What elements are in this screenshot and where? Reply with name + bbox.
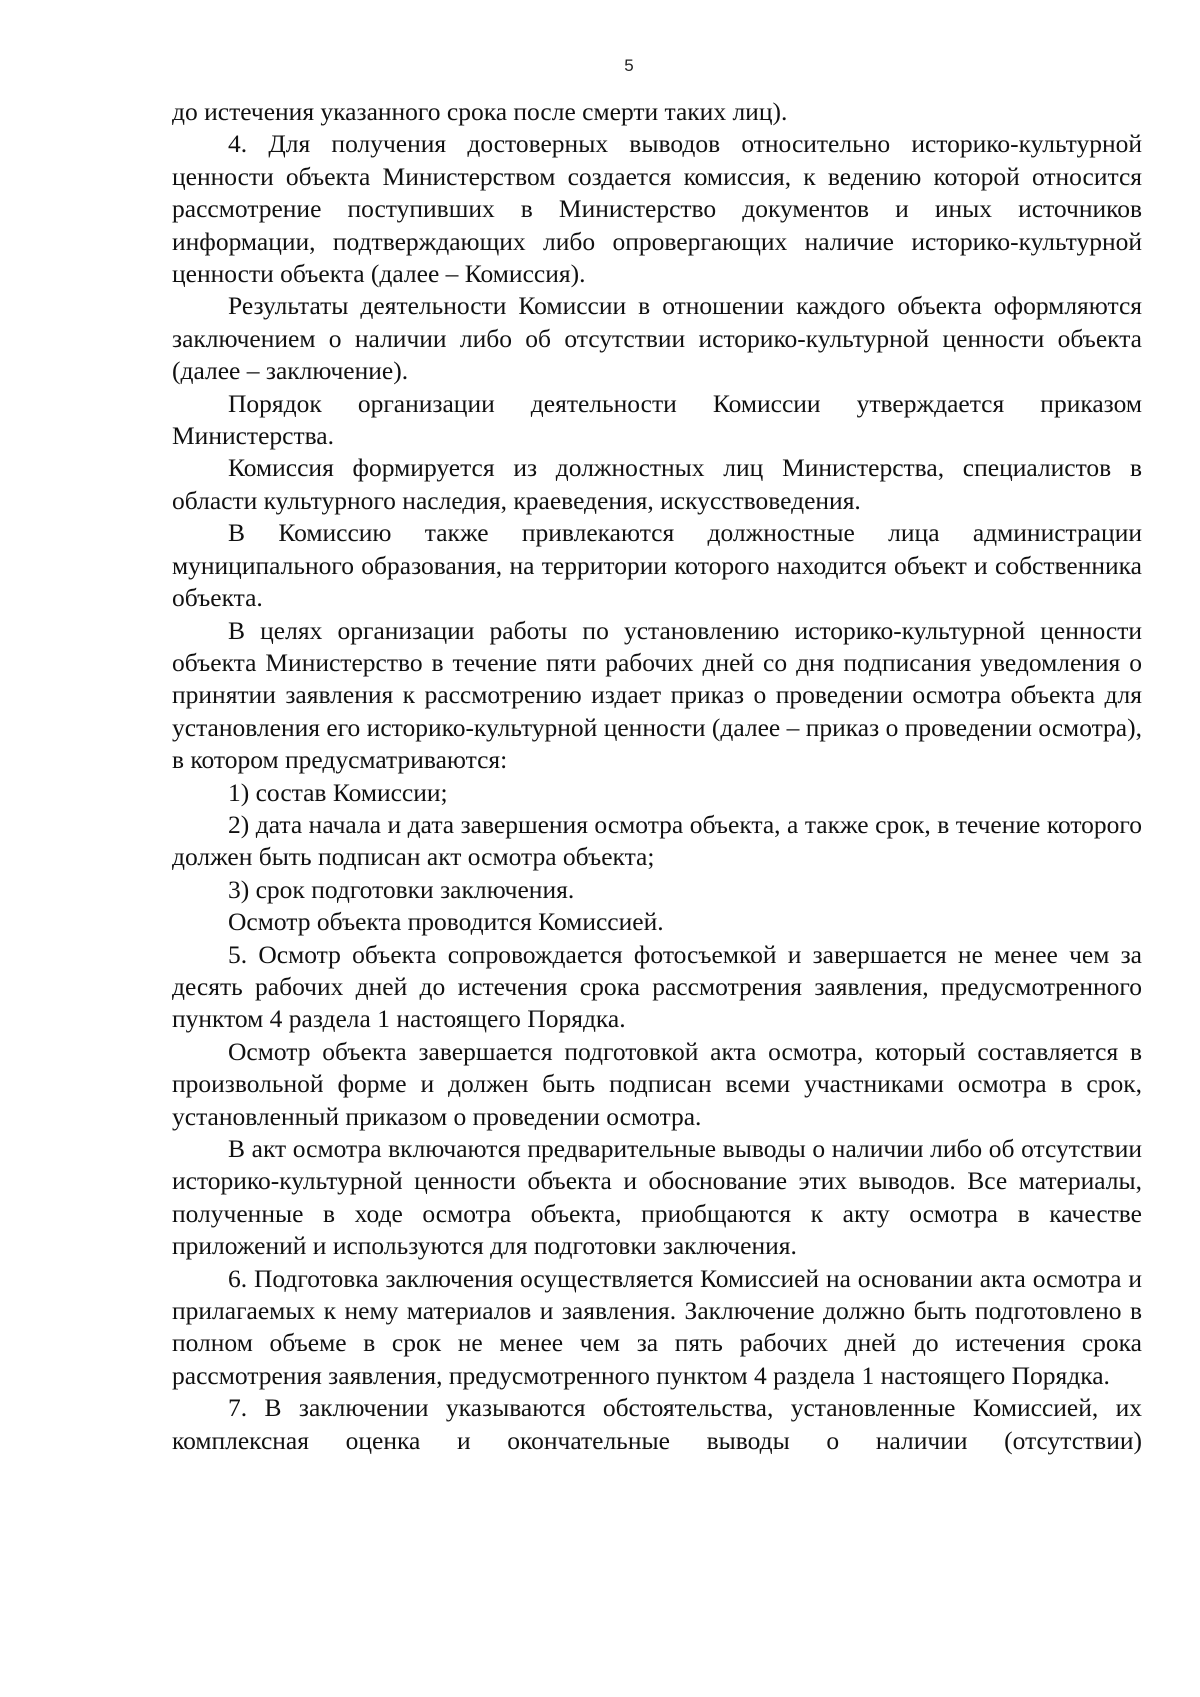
paragraph: В акт осмотра включаются предварительные выводы о наличии либо об отсутствии историко-культурной ценности объекта и обоснование этих выводов. Все материалы, полученные в ходе осмотра объекта, приобщаются к акту осмотра в качестве приложений и используются для подготовки заключения. (172, 1134, 1142, 1261)
paragraph: 2) дата начала и дата завершения осмотра объекта, а также срок, в течение которого должен быть подписан акт осмотра объекта; (172, 809, 1142, 872)
paragraph: В Комиссию также привлекаются должностные лица администрации муниципального образования, на территории которого находится объект и собственника объекта. (172, 518, 1142, 613)
paragraph: 3) срок подготовки заключения. (228, 874, 575, 904)
paragraph: В целях организации работы по установлению историко-культурной ценности объекта Министерство в течение пяти рабочих дней со дня подписания уведомления о принятии заявления к рассмотрению издает приказ о проведении осмотра объекта для установления его историко-культурной ценности (далее – приказ о проведении осмотра), в котором предусматриваются: (172, 615, 1142, 775)
paragraph: 1) состав Комиссии; (228, 777, 448, 807)
paragraph: Осмотр объекта проводится Комиссией. (228, 907, 664, 937)
paragraph: Порядок организации деятельности Комиссии утверждается приказом Министерства. (172, 388, 1142, 451)
paragraph: Комиссия формируется из должностных лиц Министерства, специалистов в области культурного наследия, краеведения, искусствоведения. (172, 453, 1142, 515)
paragraph: до истечения указанного срока после смерти таких лиц). (172, 97, 788, 126)
page-number: 5 (624, 56, 634, 75)
paragraph: 5. Осмотр объекта сопровождается фотосъемкой и завершается не менее чем за десять рабочих дней до истечения срока рассмотрения заявления, предусмотренного пунктом 4 раздела 1 настоящего Порядка. (172, 939, 1142, 1034)
paragraph: 7. В заключении указываются обстоятельства, установленные Комиссией, их комплексная оценка и окончательные выводы о наличии (отсутствии) (172, 1393, 1142, 1455)
paragraph: 6. Подготовка заключения осуществляется Комиссией на основании акта осмотра и прилагаемых к нему материалов и заявления. Заключение должно быть подготовлено в полном объеме в срок не менее чем за пять рабочих дней до истечения срока рассмотрения заявления, предусмотренного пунктом 4 раздела 1 настоящего Порядка. (172, 1263, 1142, 1390)
paragraph: Осмотр объекта завершается подготовкой акта осмотра, который составляется в произвольной форме и должен быть подписан всеми участниками осмотра в срок, установленный приказом о проведении осмотра. (172, 1036, 1142, 1131)
document-body (172, 96, 1142, 1457)
paragraph: Результаты деятельности Комиссии в отношении каждого объекта оформляются заключением о наличии либо об отсутствии историко-культурной ценности объекта (далее – заключение). (172, 291, 1142, 386)
paragraph: 4. Для получения достоверных выводов относительно историко-культурной ценности объекта Министерством создается комиссия, к ведению которой относится рассмотрение поступивших в Министерство документов и иных источников информации, подтверждающих либо опровергающих наличие историко-культурной ценности объекта (далее – Комиссия). (172, 129, 1142, 289)
